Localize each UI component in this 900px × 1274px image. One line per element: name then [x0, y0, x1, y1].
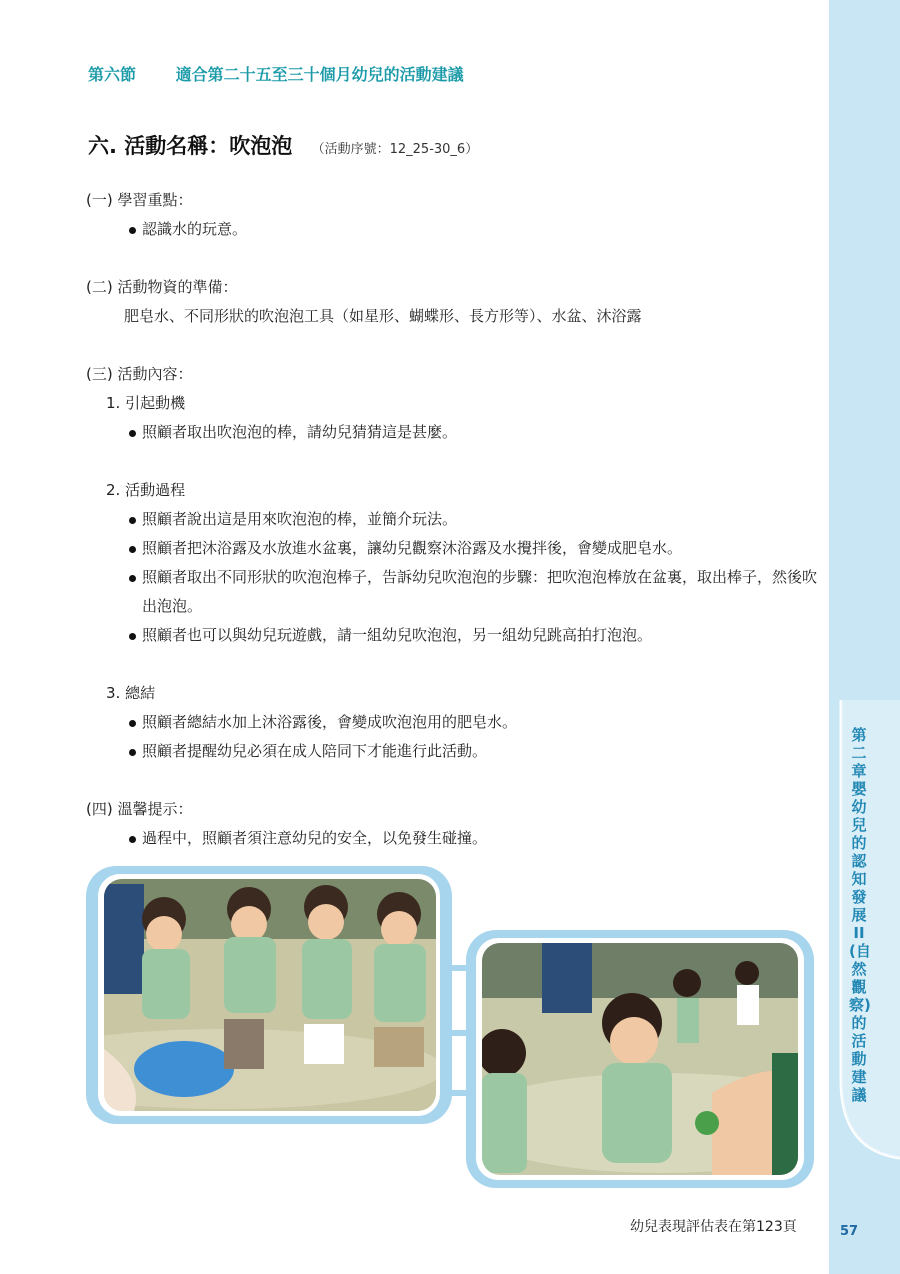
part-list	[86, 708, 821, 766]
photo-children-sitting-image	[104, 879, 436, 1111]
photo-child-blowing-bubbles	[482, 943, 798, 1175]
page-number: 57	[840, 1224, 859, 1239]
activity-content-heading: (三) 活動內容：	[86, 365, 193, 383]
part-process	[86, 476, 821, 650]
list-item: 照顧者取出吹泡泡的棒，請幼兒猜猜這是甚麼。	[86, 418, 821, 447]
section-title: 適合第二十五至三十個月幼兒的活動建議	[175, 65, 464, 84]
section-number: 第六節	[88, 65, 137, 84]
part-title: 3. 總結	[106, 684, 156, 702]
activity-code: （活動序號：12_25-30_6）	[311, 142, 479, 157]
learning-focus-heading: (一) 學習重點：	[86, 191, 193, 209]
photo-child-blowing-bubbles-image	[482, 943, 798, 1175]
part-list	[86, 418, 821, 447]
materials-heading: (二) 活動物資的準備：	[86, 278, 238, 296]
part-title: 2. 活動過程	[106, 481, 186, 499]
tips-heading: (四) 溫馨提示：	[86, 800, 193, 818]
part-motivation	[86, 389, 821, 447]
tips-section	[86, 795, 821, 853]
materials-text: 肥皂水、不同形狀的吹泡泡工具（如星形、蝴蝶形、長方形等）、水盆、沐浴露	[124, 307, 642, 325]
footer-assessment-note: 幼兒表現評估表在第123頁	[630, 1219, 797, 1235]
list-item: 照顧者把沐浴露及水放進水盆裏，讓幼兒觀察沐浴露及水攪拌後，會變成肥皂水。	[86, 534, 821, 563]
list-item: 照顧者總結水加上沐浴露後，會變成吹泡泡用的肥皂水。	[86, 708, 821, 737]
learning-focus-list	[86, 215, 821, 244]
section-header	[88, 62, 464, 85]
list-item: 過程中，照顧者須注意幼兒的安全，以免發生碰撞。	[86, 824, 821, 853]
list-item: 照顧者取出不同形狀的吹泡泡棒子，告訴幼兒吹泡泡的步驟：把吹泡泡棒放在盆裏，取出棒子，然後吹出泡泡。	[86, 563, 821, 621]
list-item: 認識水的玩意。	[86, 215, 821, 244]
part-summary	[86, 679, 821, 766]
photo-children-sitting	[104, 879, 436, 1111]
activity-title	[88, 130, 478, 160]
materials-section	[86, 273, 821, 331]
activity-content-section	[86, 360, 821, 766]
list-item: 照顧者說出這是用來吹泡泡的棒，並簡介玩法。	[86, 505, 821, 534]
chapter-side-label: 第二章 嬰幼兒的認知發展II(自然觀察)的活動建議	[849, 726, 871, 1104]
activity-name: 六. 活動名稱：吹泡泡	[88, 134, 293, 158]
tips-list	[86, 824, 821, 853]
part-title: 1. 引起動機	[106, 394, 186, 412]
part-list	[86, 505, 821, 650]
list-item: 照顧者提醒幼兒必須在成人陪同下才能進行此活動。	[86, 737, 821, 766]
learning-focus-section	[86, 186, 821, 244]
list-item: 照顧者也可以與幼兒玩遊戲，請一組幼兒吹泡泡，另一組幼兒跳高拍打泡泡。	[86, 621, 821, 650]
content-body	[86, 186, 821, 882]
